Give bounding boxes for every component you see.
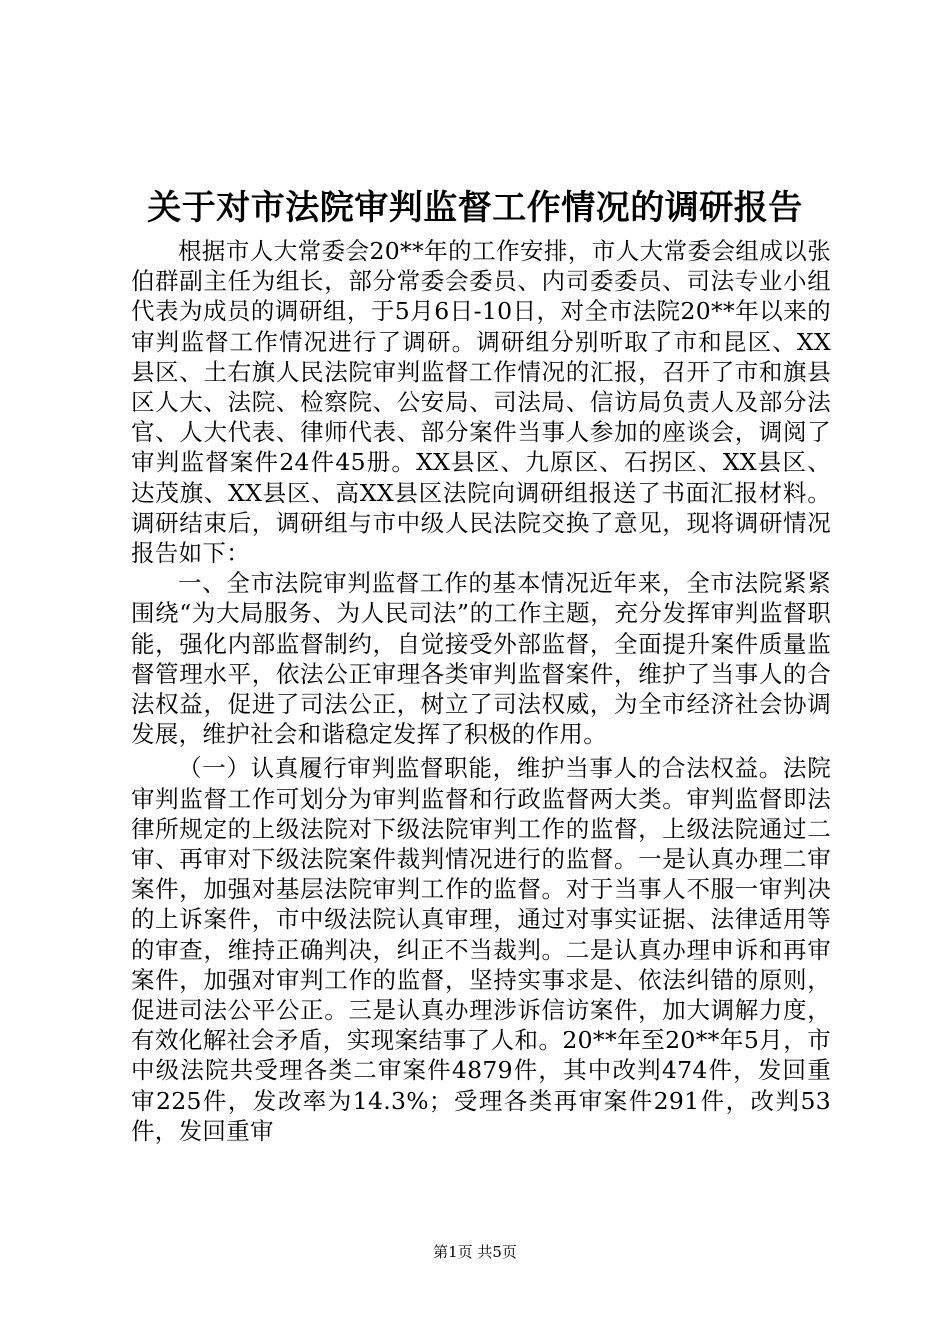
paragraph-section-1: 一、全市法院审判监督工作的基本情况近年来，全市法院紧紧围绕“为大局服务、为人民司法”的工作主题，充分发挥审判监督职能，强化内部监督制约，自觉接受外部监督，全面提升案件质量监督管理水平，依法公正审理各类审判监督案件，维护了当事人的合法权益，促进了司法公正，树立了司法权威，为全市经济社会协调发展，维护社会和谐稳定发挥了积极的作用。 [131, 569, 831, 749]
page-footer: 第1页 共5页 [433, 1243, 517, 1261]
paragraph-intro: 根据市人大常委会20**年的工作安排，市人大常委会组成以张伯群副主任为组长，部分常委会委员、内司委委员、司法专业小组代表为成员的调研组，于5月6日-10日，对全市法院20**年以来的审判监督工作情况进行了调研。调研组分别听取了市和昆区、XX县区、土右旗人民法院审判监督工作情况的汇报，召开了市和旗县区人大、法院、检察院、公安局、司法局、信访局负责人及部分法官、人大代表、律师代表、部分案件当事人参加的座谈会，调阅了审判监督案件24件45册。XX县区、九原区、石拐区、XX县区、达茂旗、XX县区、高XX县区法院向调研组报送了书面汇报材料。调研结束后，调研组与市中级人民法院交换了意见，现将调研情况报告如下： [131, 237, 831, 568]
document-body [131, 236, 831, 1146]
document-title: 关于对市法院审判监督工作情况的调研报告 [147, 188, 803, 228]
paragraph-subsection-1: （一）认真履行审判监督职能，维护当事人的合法权益。法院审判监督工作可划分为审判监督和行政监督两大类。审判监督即法律所规定的上级法院对下级法院审判工作的监督，上级法院通过二审、再审对下级法院案件裁判情况进行的监督。一是认真办理二审案件，加强对基层法院审判工作的监督。对于当事人不服一审判决的上诉案件，市中级法院认真审理，通过对事实证据、法律适用等的审查，维持正确判决，纠正不当裁判。二是认真办理申诉和再审案件，加强对审判工作的监督，坚持实事求是、依法纠错的原则，促进司法公平公正。三是认真办理涉诉信访案件，加大调解力度，有效化解社会矛盾，实现案结事了人和。20**年至20**年5月，市中级法院共受理各类二审案件4879件，其中改判474件，发回重审225件，发改率为14.3%；受理各类再审案件291件，改判53件，发回重审 [131, 754, 831, 1145]
